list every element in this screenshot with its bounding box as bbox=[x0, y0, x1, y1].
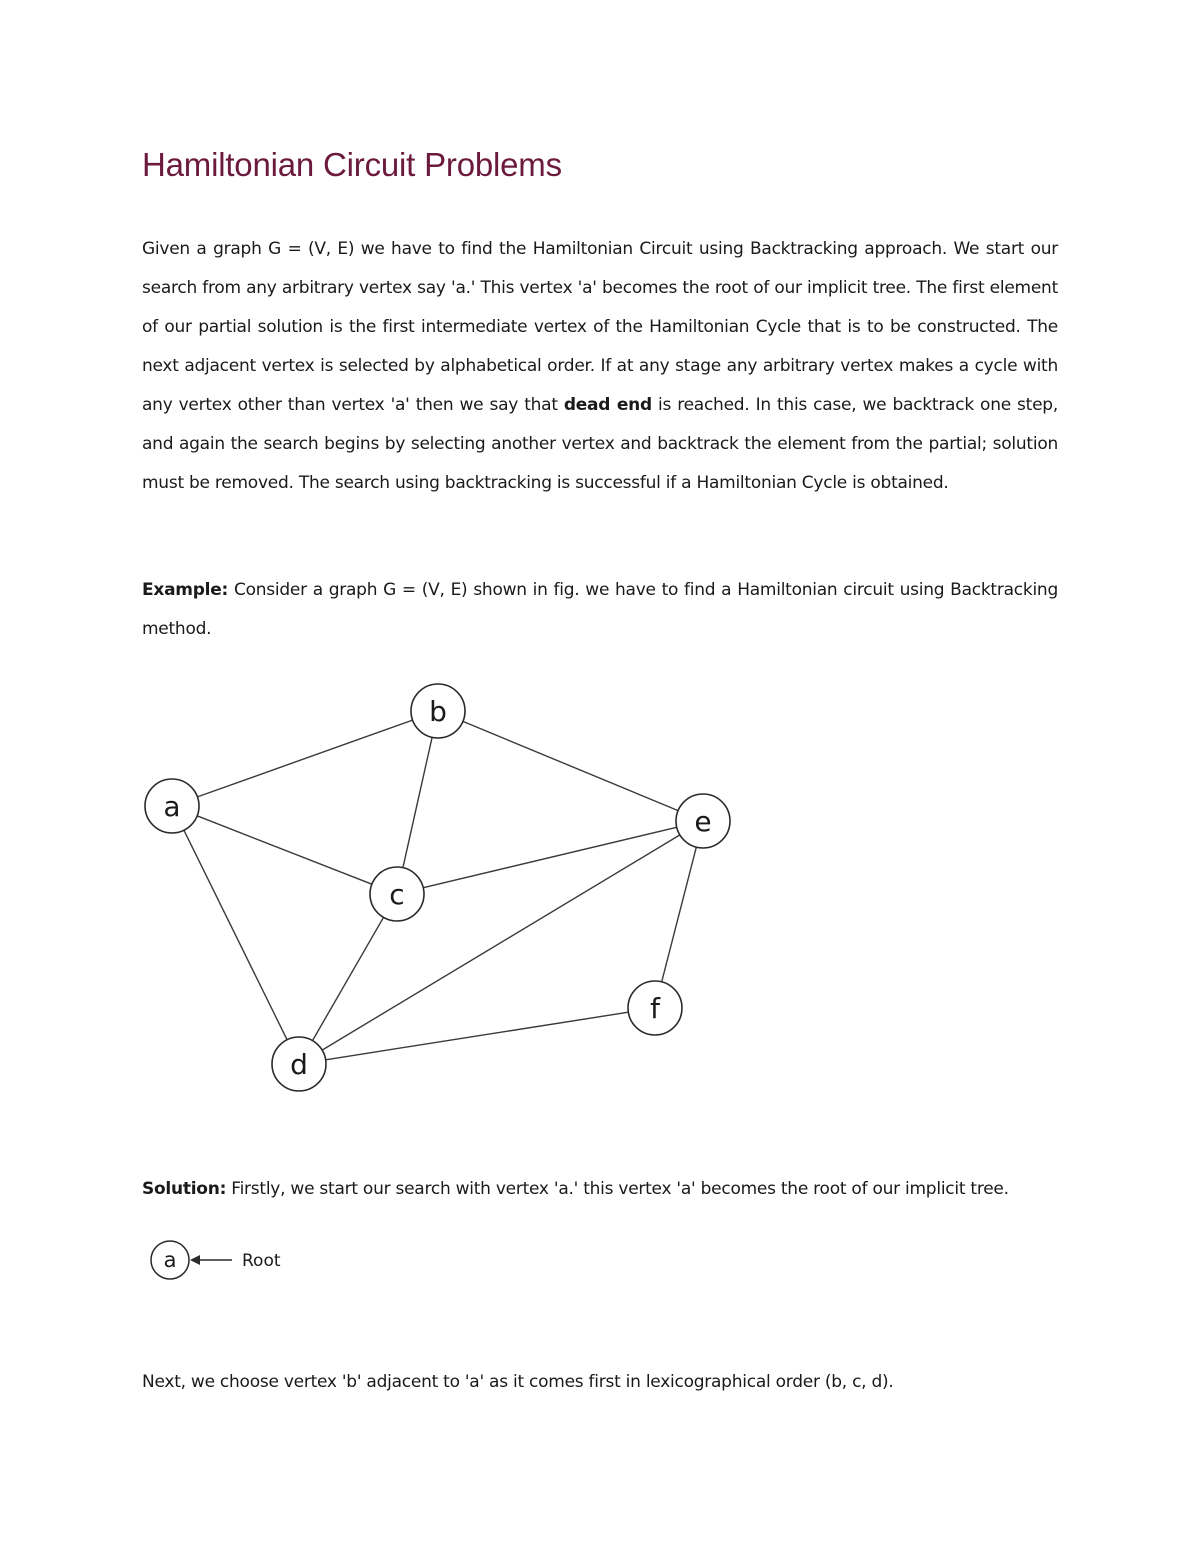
vertex-a-label: a bbox=[163, 790, 181, 823]
edge-b-c bbox=[403, 737, 432, 867]
vertex-b bbox=[411, 684, 465, 738]
intro-text-part1: Given a graph G = (V, E) we have to find the Hamiltonian Circuit using Backtracking approach. We start our search from any arbitrary vertex say 'a.' This vertex 'a' becomes the root of our implicit tree. The first element of our partial solution is the first intermediate vertex of the Hamiltonian Cycle that is to be constructed. The next adjacent vertex is selected by alphabetical order. If at any stage any arbitrary vertex makes a cycle with any vertex other than vertex 'a' then we say that bbox=[142, 239, 1058, 415]
root-node-label: a bbox=[163, 1248, 177, 1272]
vertex-d-label: d bbox=[290, 1048, 308, 1081]
intro-text-part2: is reached. In this case, we backtrack one step, and again the search begins by selecting another vertex and backtrack the element from the partial; solution must be removed. The search using backtracking is successful if a Hamiltonian Cycle is obtained. bbox=[142, 395, 1058, 493]
root-diagram bbox=[0, 0, 400, 1300]
vertex-f bbox=[628, 981, 682, 1035]
vertex-f-label: f bbox=[650, 992, 660, 1025]
example-text: Consider a graph G = (V, E) shown in fig. we have to find a Hamiltonian circuit using Backtracking method. bbox=[142, 580, 1058, 639]
next-paragraph: Next, we choose vertex 'b' adjacent to 'a' as it comes first in lexicographical order (b, c, d). bbox=[142, 1372, 894, 1392]
edge-c-e bbox=[423, 827, 676, 887]
root-label: Root bbox=[242, 1251, 281, 1271]
edge-b-e bbox=[463, 721, 678, 810]
root-node bbox=[151, 1241, 189, 1279]
edge-e-f bbox=[662, 847, 697, 982]
vertex-e bbox=[676, 794, 730, 848]
vertex-b-label: b bbox=[429, 695, 447, 728]
root-arrow bbox=[190, 1255, 232, 1265]
vertex-c-label: c bbox=[389, 878, 405, 911]
solution-label: Solution: bbox=[142, 1179, 227, 1199]
dead-end-term: dead end bbox=[563, 395, 652, 415]
vertex-e-label: e bbox=[694, 805, 712, 838]
solution-text: Firstly, we start our search with vertex 'a.' this vertex 'a' becomes the root of our implicit tree. bbox=[226, 1179, 1009, 1199]
page-title: Hamiltonian Circuit Problems bbox=[142, 146, 562, 183]
example-label: Example: bbox=[142, 580, 229, 600]
